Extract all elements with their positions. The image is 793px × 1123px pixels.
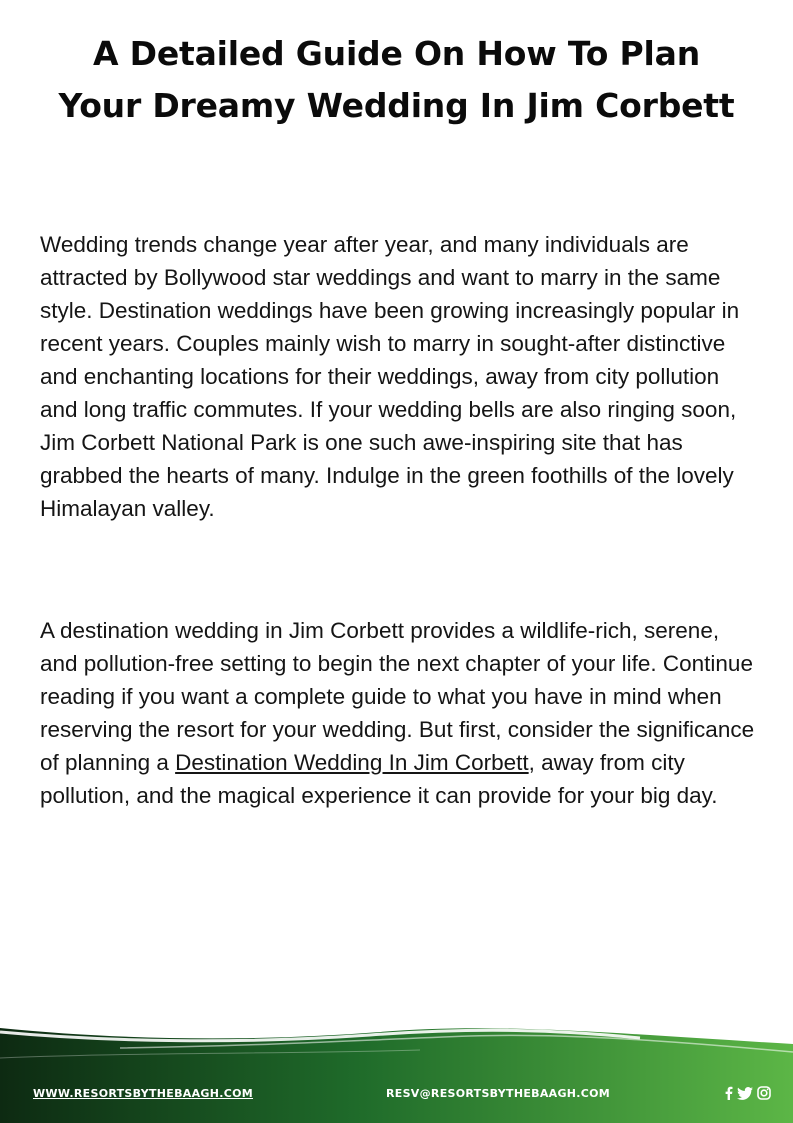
- second-paragraph: [40, 614, 760, 812]
- footer-email[interactable]: RESV@RESORTSBYTHEBAAGH.COM: [386, 1087, 611, 1100]
- destination-wedding-link[interactable]: Destination Wedding In Jim Corbett: [175, 750, 529, 775]
- page-title: [20, 28, 773, 132]
- instagram-icon[interactable]: [757, 1086, 771, 1100]
- title-line-2: Your Dreamy Wedding In Jim Corbett: [58, 86, 735, 125]
- footer-wave-banner: [0, 1018, 793, 1123]
- twitter-icon[interactable]: [737, 1087, 753, 1100]
- social-links: [724, 1086, 771, 1100]
- title-line-1: A Detailed Guide On How To Plan: [93, 34, 700, 73]
- paragraph-text-before-link: A destination wedding in Jim Corbett provides a wildlife-rich, serene, and pollution-free setting to begin the next chapter of your life. Continue reading if you want a complete guide to what you have in mind when reserving the resort for your wedding. But first, consider the significance of planning a: [40, 618, 755, 775]
- intro-paragraph: Wedding trends change year after year, and many individuals are attracted by Bollywood star weddings and want to marry in the same style. Destination weddings have been growing increasingly popular in recent years. Couples mainly wish to marry in sought-after distinctive and enchanting locations for their weddings, away from city pollution and long traffic commutes. If your wedding bells are also ringing soon, Jim Corbett National Park is one such awe-inspiring site that has grabbed the hearts of many. Indulge in the green foothills of the lovely Himalayan valley.: [40, 232, 740, 521]
- footer-website[interactable]: WWW.RESORTSBYTHEBAAGH.COM: [33, 1087, 254, 1100]
- facebook-icon[interactable]: [724, 1086, 733, 1100]
- paragraph-text-after-link: , away from city pollution, and the magical experience it can provide for your big day.: [40, 750, 718, 808]
